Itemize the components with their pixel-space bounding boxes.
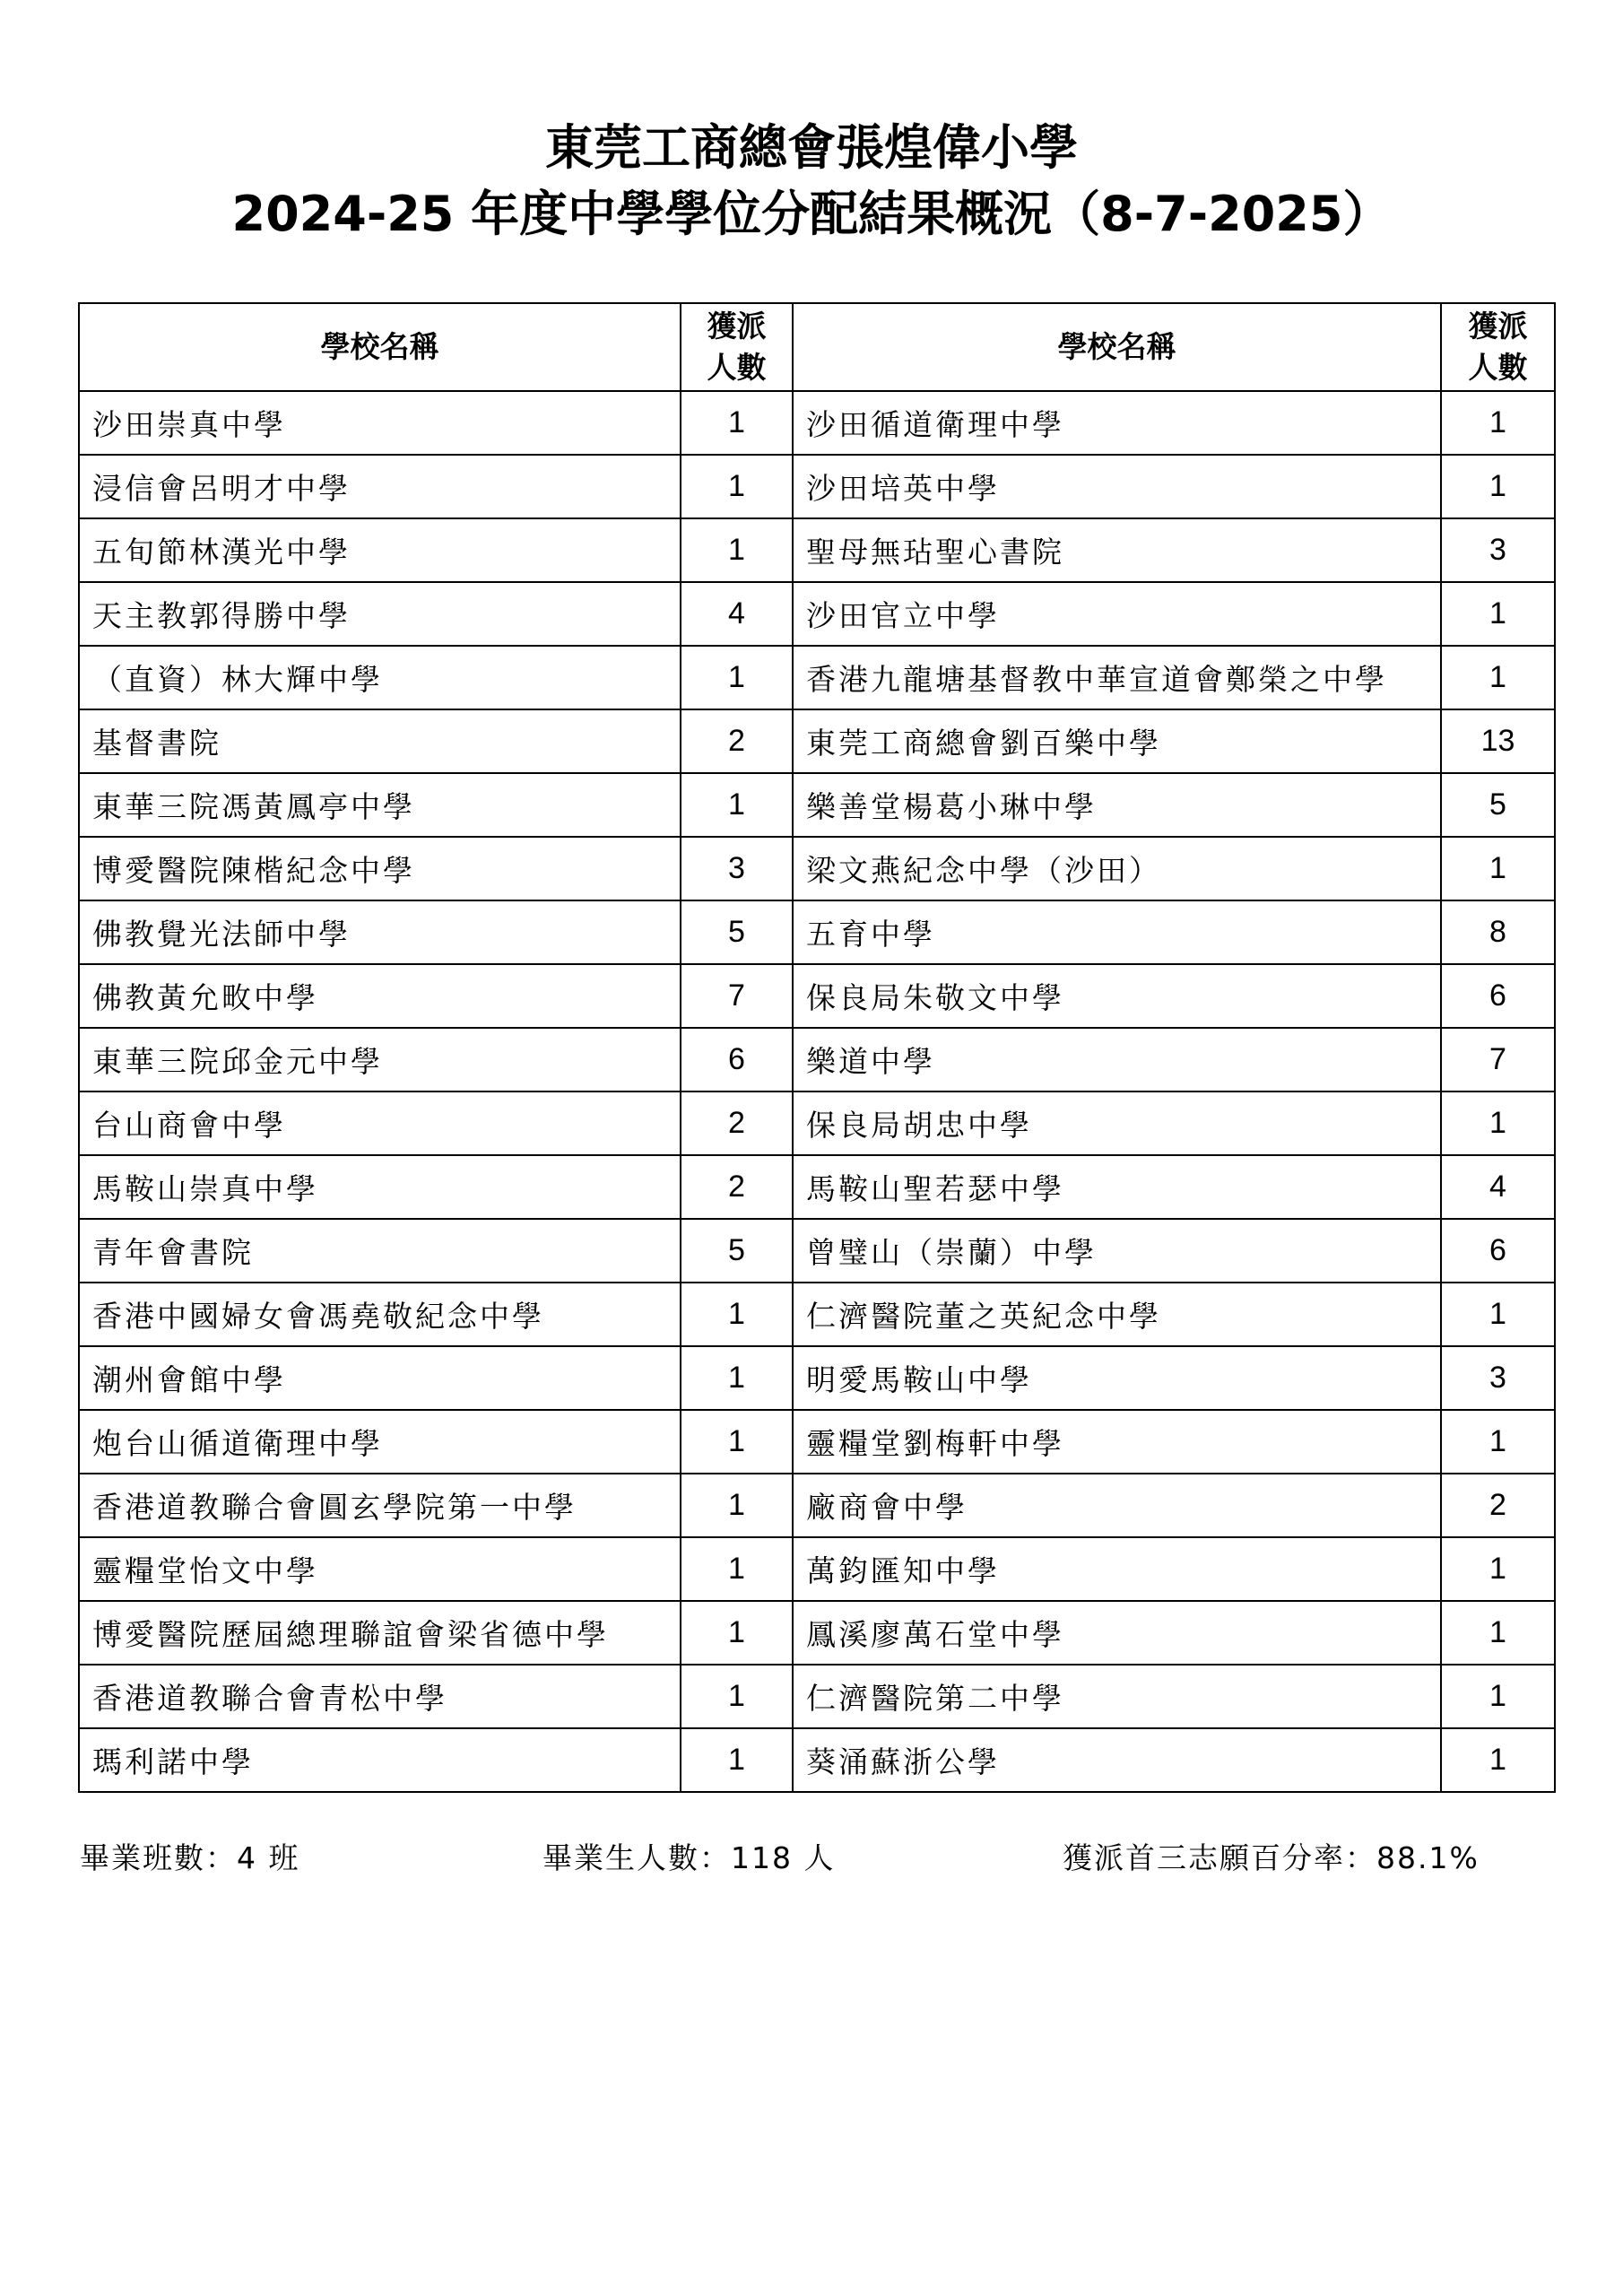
graduating-classes: 畢業班數：4 班 [80, 1840, 300, 1875]
table-row [79, 582, 1555, 646]
allocation-table [78, 302, 1556, 1793]
school-name-right: 仁濟醫院第二中學 [793, 1665, 1441, 1728]
allocated-count-right: 6 [1441, 1219, 1555, 1283]
school-name-right: 樂善堂楊葛小琳中學 [793, 773, 1441, 837]
school-name-left: 瑪利諾中學 [79, 1728, 681, 1792]
table-row [79, 455, 1555, 518]
allocated-count-left: 1 [681, 1283, 793, 1346]
table-row [79, 1283, 1555, 1346]
allocated-count-right: 1 [1441, 837, 1555, 900]
school-name-left: 香港道教聯合會圓玄學院第一中學 [79, 1474, 681, 1537]
school-name-right: 樂道中學 [793, 1028, 1441, 1091]
school-name-left: 佛教黃允畋中學 [79, 964, 681, 1028]
allocated-count-right: 1 [1441, 1537, 1555, 1601]
school-name-left: 基督書院 [79, 709, 681, 773]
table-row [79, 1410, 1555, 1474]
table-header-row [79, 303, 1555, 391]
allocated-count-left: 2 [681, 1091, 793, 1155]
table-row [79, 1728, 1555, 1792]
allocated-count-left: 2 [681, 709, 793, 773]
allocated-count-left: 1 [681, 1537, 793, 1601]
school-name-left: 博愛醫院陳楷紀念中學 [79, 837, 681, 900]
school-name-left: 天主教郭得勝中學 [79, 582, 681, 646]
allocated-count-left: 1 [681, 1346, 793, 1410]
allocated-count-left: 6 [681, 1028, 793, 1091]
table-row [79, 1091, 1555, 1155]
allocated-count-left: 1 [681, 391, 793, 455]
school-name-right: 仁濟醫院董之英紀念中學 [793, 1283, 1441, 1346]
allocated-count-right: 1 [1441, 582, 1555, 646]
school-name-left: 東華三院馮黃鳳亭中學 [79, 773, 681, 837]
top-three-choice-rate: 獲派首三志願百分率：88.1% [1063, 1840, 1480, 1875]
allocated-count-right: 4 [1441, 1155, 1555, 1219]
table-row [79, 1346, 1555, 1410]
school-name-right: 明愛馬鞍山中學 [793, 1346, 1441, 1410]
table-row [79, 646, 1555, 709]
allocated-count-left: 1 [681, 518, 793, 582]
school-name-right: 萬鈞匯知中學 [793, 1537, 1441, 1601]
school-name-left: 潮州會館中學 [79, 1346, 681, 1410]
school-name-left: 香港道教聯合會青松中學 [79, 1665, 681, 1728]
allocated-count-right: 1 [1441, 1283, 1555, 1346]
header-count-right [1441, 303, 1555, 391]
school-name-left: 博愛醫院歷屆總理聯誼會梁省德中學 [79, 1601, 681, 1665]
table-row [79, 1474, 1555, 1537]
allocated-count-right: 1 [1441, 1665, 1555, 1728]
allocated-count-left: 5 [681, 900, 793, 964]
school-name-left: 馬鞍山崇真中學 [79, 1155, 681, 1219]
table-row [79, 1155, 1555, 1219]
school-name-left: 五旬節林漢光中學 [79, 518, 681, 582]
table-row [79, 837, 1555, 900]
allocated-count-right: 3 [1441, 518, 1555, 582]
table-row [79, 709, 1555, 773]
school-name-right: 聖母無玷聖心書院 [793, 518, 1441, 582]
table-row [79, 518, 1555, 582]
school-name-left: （直資）林大輝中學 [79, 646, 681, 709]
allocated-count-right: 1 [1441, 391, 1555, 455]
school-name-right: 香港九龍塘基督教中華宣道會鄭榮之中學 [793, 646, 1441, 709]
allocated-count-left: 1 [681, 1665, 793, 1728]
table-row [79, 773, 1555, 837]
school-name-right: 梁文燕紀念中學（沙田） [793, 837, 1441, 900]
allocated-count-left: 3 [681, 837, 793, 900]
allocated-count-right: 2 [1441, 1474, 1555, 1537]
allocated-count-right: 1 [1441, 1601, 1555, 1665]
school-title: 東莞工商總會張煌偉小學 [545, 119, 1078, 176]
allocated-count-right: 1 [1441, 1410, 1555, 1474]
table-row [79, 1028, 1555, 1091]
school-name-left: 台山商會中學 [79, 1091, 681, 1155]
table-row [79, 1219, 1555, 1283]
allocated-count-left: 5 [681, 1219, 793, 1283]
school-name-left: 炮台山循道衛理中學 [79, 1410, 681, 1474]
table-row [79, 1601, 1555, 1665]
table-row [79, 391, 1555, 455]
school-name-right: 鳳溪廖萬石堂中學 [793, 1601, 1441, 1665]
school-name-right: 沙田官立中學 [793, 582, 1441, 646]
header-count-left [681, 303, 793, 391]
allocated-count-left: 1 [681, 1410, 793, 1474]
allocated-count-right: 3 [1441, 1346, 1555, 1410]
school-name-right: 東莞工商總會劉百樂中學 [793, 709, 1441, 773]
school-name-left: 佛教覺光法師中學 [79, 900, 681, 964]
school-name-left: 浸信會呂明才中學 [79, 455, 681, 518]
school-name-left: 東華三院邱金元中學 [79, 1028, 681, 1091]
allocated-count-right: 5 [1441, 773, 1555, 837]
table-row [79, 964, 1555, 1028]
school-name-right: 曾璧山（崇蘭）中學 [793, 1219, 1441, 1283]
allocated-count-right: 13 [1441, 709, 1555, 773]
allocated-count-left: 1 [681, 455, 793, 518]
allocated-count-left: 1 [681, 1601, 793, 1665]
allocated-count-right: 1 [1441, 1728, 1555, 1792]
table-row [79, 1665, 1555, 1728]
allocated-count-left: 4 [681, 582, 793, 646]
allocated-count-right: 7 [1441, 1028, 1555, 1091]
school-name-left: 香港中國婦女會馮堯敬紀念中學 [79, 1283, 681, 1346]
school-name-right: 廠商會中學 [793, 1474, 1441, 1537]
school-name-left: 沙田崇真中學 [79, 391, 681, 455]
school-name-right: 馬鞍山聖若瑟中學 [793, 1155, 1441, 1219]
school-name-right: 五育中學 [793, 900, 1441, 964]
allocated-count-right: 8 [1441, 900, 1555, 964]
school-name-right: 靈糧堂劉梅軒中學 [793, 1410, 1441, 1474]
school-name-left: 青年會書院 [79, 1219, 681, 1283]
school-name-right: 保良局朱敬文中學 [793, 964, 1441, 1028]
header-school-name-right: 學校名稱 [793, 303, 1441, 391]
report-title: 2024-25 年度中學學位分配結果概況（8-7-2025） [231, 186, 1392, 242]
school-name-right: 保良局胡忠中學 [793, 1091, 1441, 1155]
school-name-right: 沙田循道衛理中學 [793, 391, 1441, 455]
allocated-count-left: 2 [681, 1155, 793, 1219]
allocated-count-left: 1 [681, 773, 793, 837]
allocated-count-left: 1 [681, 1474, 793, 1537]
header-count-text: 獲派人數 [1468, 308, 1528, 385]
table-row [79, 900, 1555, 964]
header-count-text: 獲派人數 [707, 308, 767, 385]
header-school-name-left: 學校名稱 [79, 303, 681, 391]
school-name-right: 葵涌蘇浙公學 [793, 1728, 1441, 1792]
allocated-count-right: 1 [1441, 455, 1555, 518]
allocated-count-left: 1 [681, 646, 793, 709]
school-name-left: 靈糧堂怡文中學 [79, 1537, 681, 1601]
allocated-count-left: 1 [681, 1728, 793, 1792]
allocated-count-right: 1 [1441, 646, 1555, 709]
allocated-count-left: 7 [681, 964, 793, 1028]
table-row [79, 1537, 1555, 1601]
allocated-count-right: 1 [1441, 1091, 1555, 1155]
graduate-count: 畢業生人數：118 人 [542, 1840, 836, 1875]
school-name-right: 沙田培英中學 [793, 455, 1441, 518]
allocated-count-right: 6 [1441, 964, 1555, 1028]
